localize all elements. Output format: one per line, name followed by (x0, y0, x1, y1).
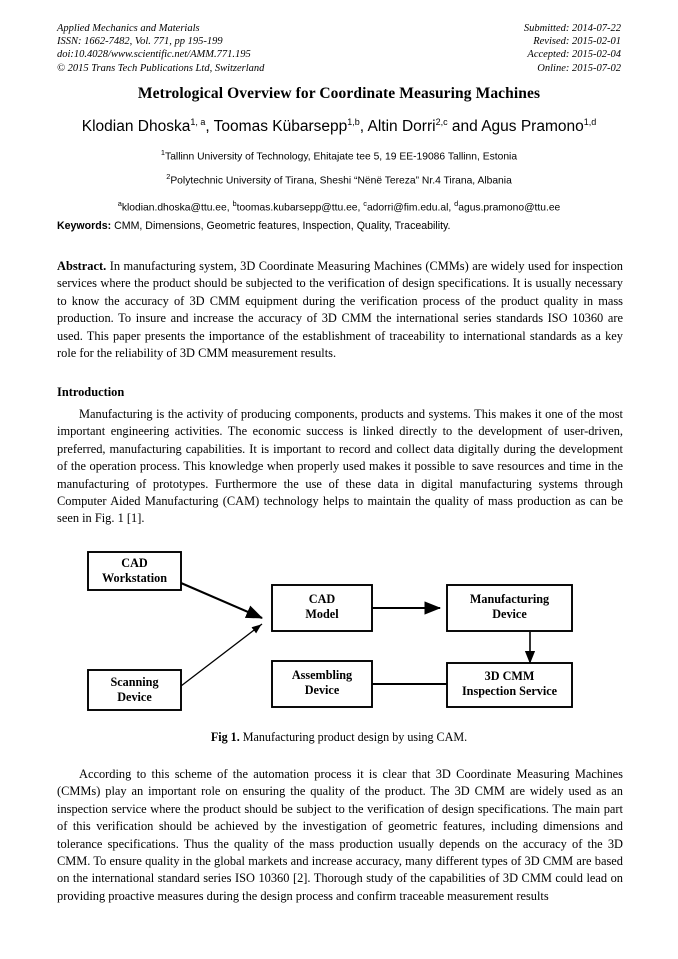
figure-1-caption-text: Manufacturing product design by using CAM. (239, 730, 468, 744)
node-assembling-device-line2: Device (304, 683, 340, 697)
abstract-paragraph (57, 258, 623, 362)
keywords-label: Keywords: (57, 220, 112, 232)
edge-scanning-device-to-cad-model (181, 624, 262, 686)
submitted-date: Submitted: 2014-07-22 (523, 23, 621, 34)
affiliation-2: $^2$Polytechnic University of Tirana, Sheshi “Nënë Tereza” Nr.4 Tirana, Albania (166, 172, 512, 187)
figure-1 (57, 540, 623, 730)
figure-1-caption (57, 730, 621, 745)
author-emails: $^a$klodian.dhoska@ttu.ee, $^b$toomas.kubarsepp@ttu.ee, $^c$adorri@fim.edu.al, $^d$agus.pramono@ttu.ee (117, 198, 561, 214)
masthead (57, 22, 621, 80)
node-cmm-inspection-service-line2: Inspection Service (461, 684, 558, 698)
node-cad-model-line2: Model (305, 607, 339, 621)
doi-line: doi:10.4028/www.scientific.net/AMM.771.195 (57, 49, 251, 61)
copyright-line: © 2015 Trans Tech Publications Ltd, Switzerland (57, 62, 265, 74)
journal-info (57, 22, 264, 75)
body-paragraph-after-figure: According to this scheme of the automation process it is clear that 3D Coordinate Measuring Machines (CMMs) play an important role on ensuring the quality of the product. The 3D CMM are widely used as an inspection service where the product should be subject to the verification of design specifications. The main part of this verification should be achieved by the investigation of geometric features, including dimensions and tolerance specifications. Thus the quality of the mass production usually depends on the accuracy of the 3D CMM. To ensure quality in the global markets and increase accuracy, many different types of 3D CMM are based on the international standard series ISO 10360 [2]. Thorough study of the capabilities of 3D CMM could lead on providing proactive measures during the design process and confirm traceable measurement results (57, 767, 623, 903)
edge-cad-workstation-to-cad-model (181, 583, 262, 618)
journal-name: Applied Mechanics and Materials (57, 23, 200, 34)
node-cad-workstation-line1: CAD (121, 556, 148, 570)
keywords-value: CMM, Dimensions, Geometric features, Inspection, Quality, Traceability. (114, 220, 451, 232)
node-scanning-device-line2: Device (117, 690, 152, 704)
node-manufacturing-device-line2: Device (492, 607, 527, 621)
node-cmm-inspection-service-line1: 3D CMM (484, 669, 535, 683)
issn-line: ISSN: 1662-7482, Vol. 771, pp 195-199 (57, 36, 223, 48)
author-list: Klodian Dhoska$^{1, a}$, Toomas Kübarsepp$^{1,b}$, Altin Dorri$^{2,c}$ and Agus Pramono$^{1,d}$ (81, 117, 597, 136)
node-manufacturing-device-line1: Manufacturing (469, 592, 550, 606)
node-cad-workstation-line2: Workstation (101, 571, 168, 585)
revised-date: Revised: 2015-02-01 (533, 36, 621, 48)
online-date: Online: 2015-07-02 (537, 62, 621, 74)
node-cad-model-line1: CAD (308, 592, 336, 606)
affiliations (45, 143, 633, 218)
accepted-date: Accepted: 2015-02-04 (527, 49, 621, 61)
abstract-text: In manufacturing system, 3D Coordinate Measuring Machines (CMMs) are widely used for inspection services where the product should be subjected to the verification of design specifications. It is usually necessary to know the accuracy of 3D CMM equipment during the verification process of the product quality in mass production. To insure and increase the accuracy of 3D CMM the international series standards ISO 10360 are used. This paper presents the importance of the establishment of traceability to international standards as a key role for the reliability of 3D CMM measurement results. (57, 259, 623, 361)
node-scanning-device-line1: Scanning (110, 675, 159, 689)
section-heading-introduction: Introduction (57, 385, 125, 399)
figure-1-diagram (57, 540, 623, 730)
keywords-line (57, 220, 621, 232)
abstract-label: Abstract. (57, 259, 107, 273)
affiliation-1: $^1$Tallinn University of Technology, Ehitajate tee 5, 19 EE-19086 Tallinn, Estonia (160, 148, 518, 163)
figure-1-caption-label: Fig 1. (210, 730, 240, 744)
page-title: Metrological Overview for Coordinate Measuring Machines (137, 85, 541, 102)
node-assembling-device-line1: Assembling (291, 668, 353, 682)
submission-dates (524, 22, 621, 75)
introduction-paragraph: Manufacturing is the activity of producing components, products and systems. This makes it one of the most important engineering activities. The economic success is linked directly to the development of user-driven, preferred, manufacturing capabilities. It is important to record and collect data digitally during the development of the operation process. This knowledge when properly used makes it possible to save resources and time in the manufacturing of prototypes. Furthermore the use of these data in digital manufacturing systems through Computer Aided Manufacturing (CAM) technology helps to maintain the quality of mass production as can be seen in Fig. 1 [1]. (57, 407, 623, 526)
